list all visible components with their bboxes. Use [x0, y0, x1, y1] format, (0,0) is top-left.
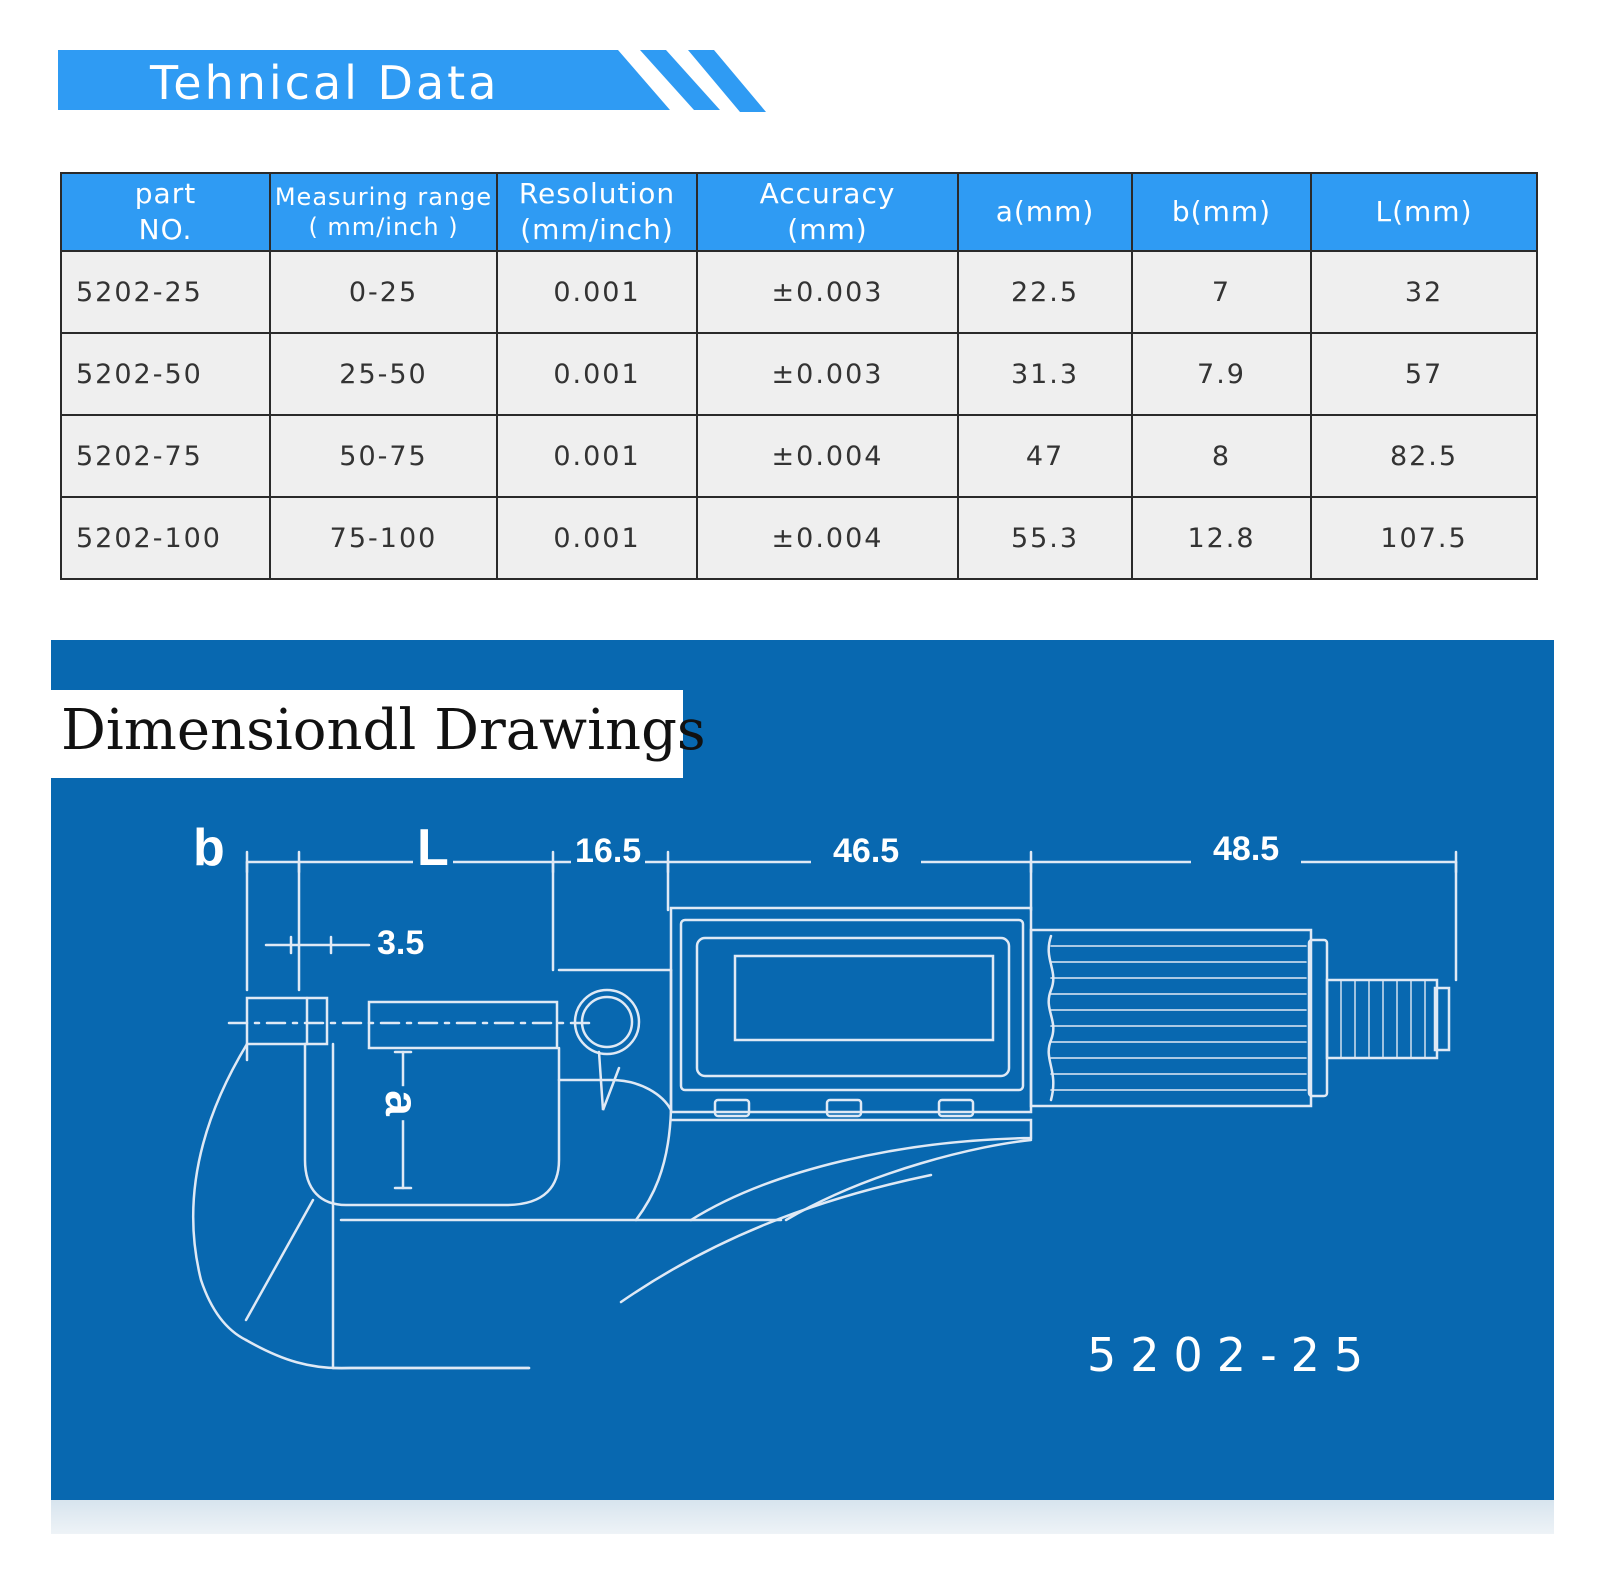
- cell-b: 7.9: [1132, 333, 1311, 415]
- header-part-no-line2: NO.: [138, 213, 193, 246]
- header-accuracy: [697, 173, 958, 251]
- cell-l: 32: [1311, 251, 1537, 333]
- cell-part-no: 5202-75: [61, 415, 270, 497]
- header-part-no-line1: part: [134, 177, 197, 210]
- table-row: [61, 333, 1537, 415]
- banner-title: Tehnical Data: [150, 56, 500, 110]
- cell-a: 31.3: [958, 333, 1132, 415]
- cell-accuracy: ±0.003: [697, 251, 958, 333]
- spec-table: [60, 172, 1538, 580]
- panel-footer-strip: [51, 1500, 1554, 1534]
- header-measuring-range-line2: ( mm/inch ): [308, 213, 459, 241]
- cell-measuring-range: 50-75: [270, 415, 497, 497]
- cell-a: 22.5: [958, 251, 1132, 333]
- header-measuring-range-line1: Measuring range: [274, 183, 493, 211]
- cell-part-no: 5202-100: [61, 497, 270, 579]
- header-a: a(mm): [958, 173, 1132, 251]
- cell-accuracy: ±0.004: [697, 415, 958, 497]
- header-resolution: [497, 173, 697, 251]
- section-title: Dimensiondl Drawings: [61, 698, 706, 763]
- table-row: [61, 497, 1537, 579]
- section-title-box: [51, 690, 706, 778]
- cell-b: 12.8: [1132, 497, 1311, 579]
- cell-l: 82.5: [1311, 415, 1537, 497]
- header-accuracy-line1: Accuracy: [759, 177, 896, 210]
- header-measuring-range: [270, 173, 497, 251]
- cell-resolution: 0.001: [497, 497, 697, 579]
- cell-resolution: 0.001: [497, 415, 697, 497]
- header-l: L(mm): [1311, 173, 1537, 251]
- cell-b: 8: [1132, 415, 1311, 497]
- header-b: b(mm): [1132, 173, 1311, 251]
- table-row: [61, 251, 1537, 333]
- cell-part-no: 5202-25: [61, 251, 270, 333]
- dimension-46-5-label: 46.5: [811, 832, 921, 871]
- cell-part-no: 5202-50: [61, 333, 270, 415]
- cell-a: 55.3: [958, 497, 1132, 579]
- dimension-16-5-label: 16.5: [571, 832, 645, 871]
- header-part-no: [61, 173, 270, 251]
- cell-l: 57: [1311, 333, 1537, 415]
- cell-b: 7: [1132, 251, 1311, 333]
- cell-accuracy: ±0.003: [697, 333, 958, 415]
- table-header-row: [61, 173, 1537, 251]
- dimension-l-label: L: [413, 818, 453, 878]
- cell-a: 47: [958, 415, 1132, 497]
- cell-l: 107.5: [1311, 497, 1537, 579]
- header-resolution-line2: (mm/inch): [520, 213, 674, 246]
- dimensional-drawing-panel: [51, 640, 1554, 1500]
- cell-resolution: 0.001: [497, 333, 697, 415]
- cell-measuring-range: 75-100: [270, 497, 497, 579]
- dimension-a-label: a: [375, 1086, 429, 1120]
- header-resolution-line1: Resolution: [518, 177, 676, 210]
- cell-resolution: 0.001: [497, 251, 697, 333]
- header-accuracy-line2: (mm): [787, 213, 868, 246]
- cell-accuracy: ±0.004: [697, 497, 958, 579]
- cell-measuring-range: 0-25: [270, 251, 497, 333]
- table-row: [61, 415, 1537, 497]
- model-number: 5202-25: [1087, 1328, 1378, 1382]
- cell-measuring-range: 25-50: [270, 333, 497, 415]
- dimension-b-label: b: [193, 819, 225, 877]
- dimension-48-5-label: 48.5: [1191, 830, 1301, 869]
- dimension-3-5-label: 3.5: [377, 924, 425, 962]
- technical-data-banner: [58, 50, 798, 116]
